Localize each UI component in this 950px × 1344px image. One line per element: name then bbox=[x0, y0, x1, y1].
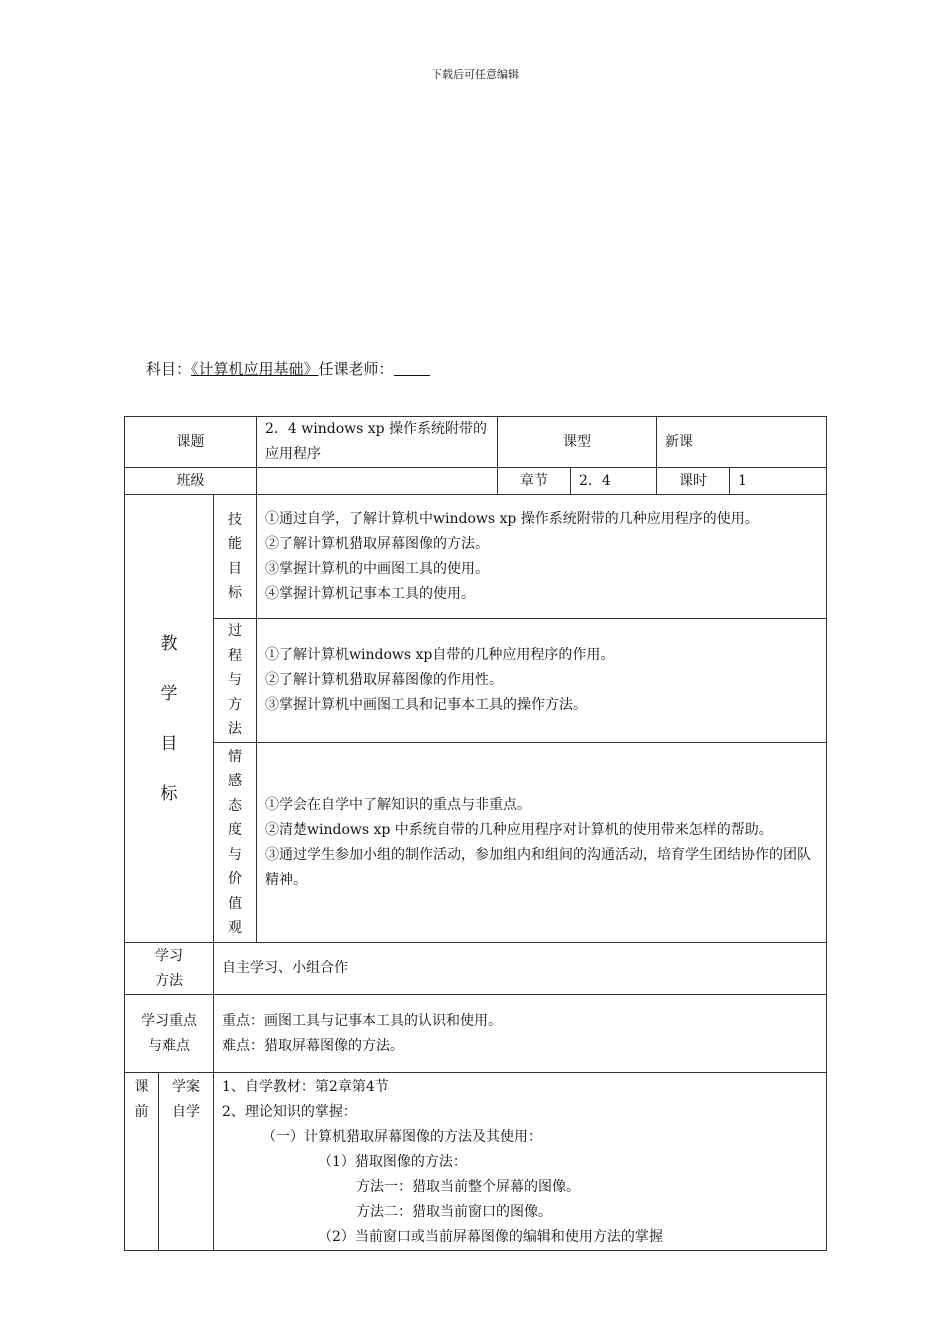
row-process-objective bbox=[125, 619, 827, 743]
topic-label: 课题 bbox=[125, 417, 257, 468]
difficulty-point: 难点：猎取屏幕图像的方法。 bbox=[222, 1037, 404, 1054]
preclass-line: （1）猎取图像的方法： bbox=[318, 1154, 467, 1170]
preclass-line: 2、理论知识的掌握： bbox=[222, 1104, 357, 1120]
chapter-value: 2．4 bbox=[571, 468, 657, 495]
process-item: ①了解计算机windows xp自带的几种应用程序的作用。 bbox=[265, 647, 615, 663]
skill-label: 技 能 目 标 bbox=[214, 495, 257, 619]
process-item: ③掌握计算机中画图工具和记事本工具的操作方法。 bbox=[265, 697, 587, 713]
objectives-title: 教 学 目 标 bbox=[125, 495, 214, 943]
subject-prefix: 科目： bbox=[146, 360, 192, 378]
preclass-line: 1、自学教材：第2章第4节 bbox=[222, 1079, 389, 1095]
key-points-content bbox=[214, 995, 827, 1073]
row-class bbox=[125, 468, 827, 495]
preclass-line: 方法一：猎取当前整个屏幕的图像。 bbox=[356, 1179, 580, 1195]
emotion-item: ②清楚windows xp 中系统自带的几种应用程序对计算机的使用带来怎样的帮助。 bbox=[265, 821, 773, 838]
page-header-note: 下载后可任意编辑 bbox=[431, 68, 519, 81]
learning-method-value: 自主学习、小组合作 bbox=[214, 943, 827, 995]
row-topic bbox=[125, 417, 827, 468]
skill-item: ③掌握计算机的中画图工具的使用。 bbox=[265, 560, 489, 577]
row-learning-method bbox=[125, 943, 827, 995]
key-point: 重点：画图工具与记事本工具的认识和使用。 bbox=[222, 1012, 502, 1029]
preclass-label: 课 前 bbox=[125, 1073, 159, 1251]
hours-label: 课时 bbox=[657, 468, 730, 495]
class-value bbox=[257, 468, 498, 495]
emotion-content bbox=[257, 743, 827, 943]
skill-item: ②了解计算机猎取屏幕图像的方法。 bbox=[265, 535, 489, 552]
emotion-item: ③通过学生参加小组的制作活动，参加组内和组间的沟通活动，培育学生团结协作的团队精神。 bbox=[265, 846, 811, 888]
process-content bbox=[257, 619, 827, 743]
preclass-line: （一）计算机猎取屏幕图像的方法及其使用： bbox=[262, 1129, 542, 1145]
process-item: ②了解计算机猎取屏幕图像的作用性。 bbox=[265, 672, 503, 688]
hours-value: 1 bbox=[730, 468, 827, 495]
type-label: 课型 bbox=[498, 417, 657, 468]
row-key-points bbox=[125, 995, 827, 1073]
row-emotion-objective bbox=[125, 743, 827, 943]
emotion-label: 情 感 态 度 与 价 值 观 bbox=[214, 743, 257, 943]
topic-value: 2．4 windows xp 操作系统附带的应用程序 bbox=[257, 417, 498, 468]
teacher-blank bbox=[394, 361, 430, 376]
chapter-label: 章节 bbox=[498, 468, 571, 495]
preclass-sub-label: 学案 自学 bbox=[159, 1073, 214, 1251]
key-points-label: 学习重点 与难点 bbox=[125, 995, 214, 1073]
skill-item: ④掌握计算机记事本工具的使用。 bbox=[265, 585, 475, 602]
skill-item: ①通过自学，了解计算机中windows xp 操作系统附带的几种应用程序的使用。 bbox=[265, 510, 759, 527]
type-value: 新课 bbox=[657, 417, 827, 468]
emotion-item: ①学会在自学中了解知识的重点与非重点。 bbox=[265, 796, 531, 813]
course-name: 《计算机应用基础》 bbox=[191, 360, 319, 378]
subject-line bbox=[146, 358, 430, 379]
preclass-line: 方法二：猎取当前窗口的图像。 bbox=[356, 1204, 552, 1220]
process-label: 过 程 与 方 法 bbox=[214, 619, 257, 743]
class-label: 班级 bbox=[125, 468, 257, 495]
row-skill-objective bbox=[125, 495, 827, 619]
teacher-label: 任课老师： bbox=[318, 360, 394, 378]
preclass-line: （2）当前窗口或当前屏幕图像的编辑和使用方法的掌握 bbox=[318, 1229, 663, 1245]
learning-method-label: 学习 方法 bbox=[125, 943, 214, 995]
lesson-plan-table bbox=[124, 416, 827, 1251]
row-preclass bbox=[125, 1073, 827, 1251]
preclass-content bbox=[214, 1073, 827, 1251]
skill-content bbox=[257, 495, 827, 619]
